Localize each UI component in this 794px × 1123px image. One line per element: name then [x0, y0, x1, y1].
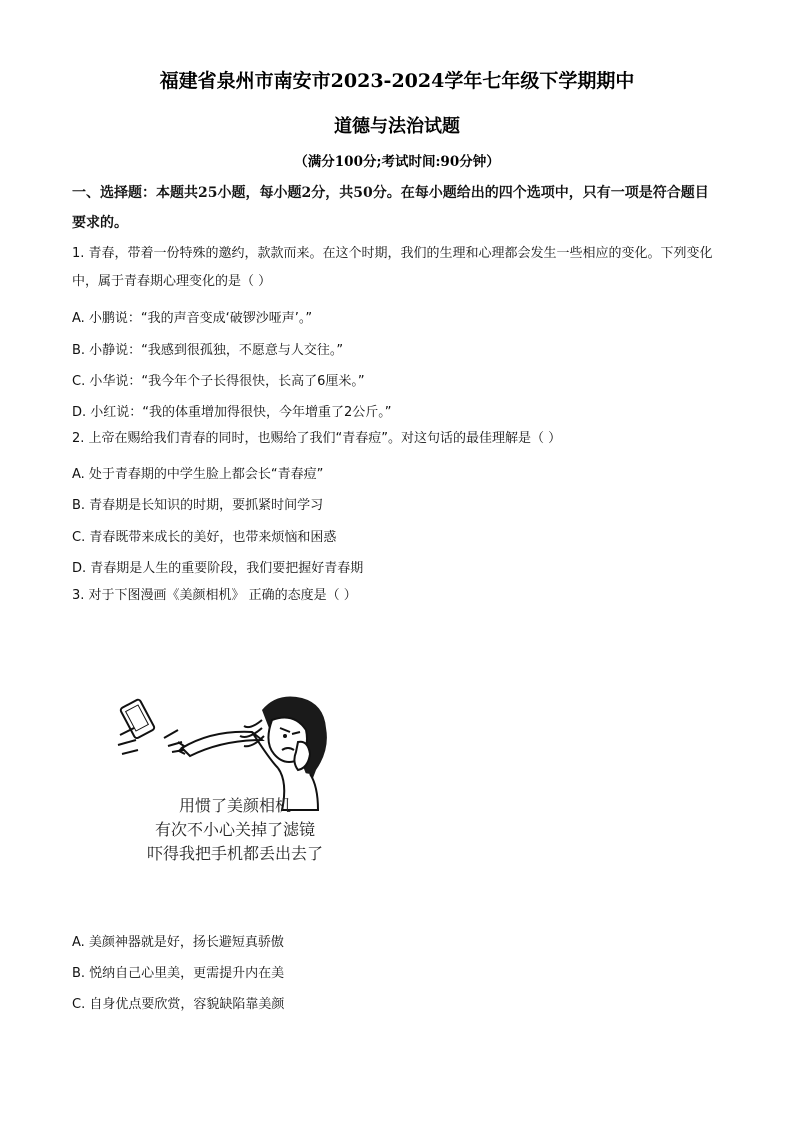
question-2-option-b: B. 青春期是长知识的时期，要抓紧时间学习: [72, 498, 324, 513]
question-3-option-b: B. 悦纳自己心里美，更需提升内在美: [72, 966, 285, 981]
question-2-option-c: C. 青春既带来成长的美好，也带来烦恼和困惑: [72, 530, 337, 545]
question-1-option-b: B. 小静说：“我感到很孤独，不愿意与人交往。”: [72, 343, 344, 358]
comic-caption-line-3: 吓得我把手机都丢出去了: [146, 844, 323, 863]
question-1-option-d: D. 小红说：“我的体重增加得很快，今年增重了2公斤。”: [72, 405, 392, 420]
exam-info: （满分100分;考试时间:90分钟）: [294, 154, 500, 170]
exam-subject: 道德与法治试题: [334, 116, 460, 137]
comic-caption-line-2: 有次不小心关掉了滤镜: [154, 820, 315, 839]
question-1-option-a: A. 小鹏说：“我的声音变成‘破锣沙哑声’。”: [72, 311, 313, 326]
comic-caption-line-1: 用惯了美颜相机: [178, 796, 291, 815]
question-2-option-d: D. 青春期是人生的重要阶段，我们要把握好青春期: [72, 561, 364, 576]
question-2-option-a: A. 处于青春期的中学生脸上都会长“青春痘”: [72, 467, 324, 482]
question-3-option-c: C. 自身优点要欣赏，容貌缺陷靠美颜: [72, 997, 285, 1012]
question-1-stem: 1. 青春，带着一份特殊的邀约，款款而来。在这个时期，我们的生理和心理都会发生一些相应的变化。下列变化中，属于青春期心理变化的是（ ）: [72, 246, 713, 289]
question-3-option-a: A. 美颜神器就是好，扬长避短真骄傲: [72, 935, 284, 950]
question-3-stem: 3. 对于下图漫画《美颜相机》 正确的态度是（ ）: [72, 588, 357, 603]
exam-title: 福建省泉州市南安市2023-2024学年七年级下学期期中: [159, 70, 635, 92]
question-1-option-c: C. 小华说：“我今年个子长得很快，长高了6厘米。”: [72, 374, 365, 389]
section-heading: 一、选择题：本题共25小题，每小题2分，共50分。在每小题给出的四个选项中，只有一项是符合题目要求的。: [72, 185, 709, 231]
question-2-stem: 2. 上帝在赐给我们青春的同时，也赐给了我们“青春痘”。对这句话的最佳理解是（ ）: [72, 431, 562, 446]
